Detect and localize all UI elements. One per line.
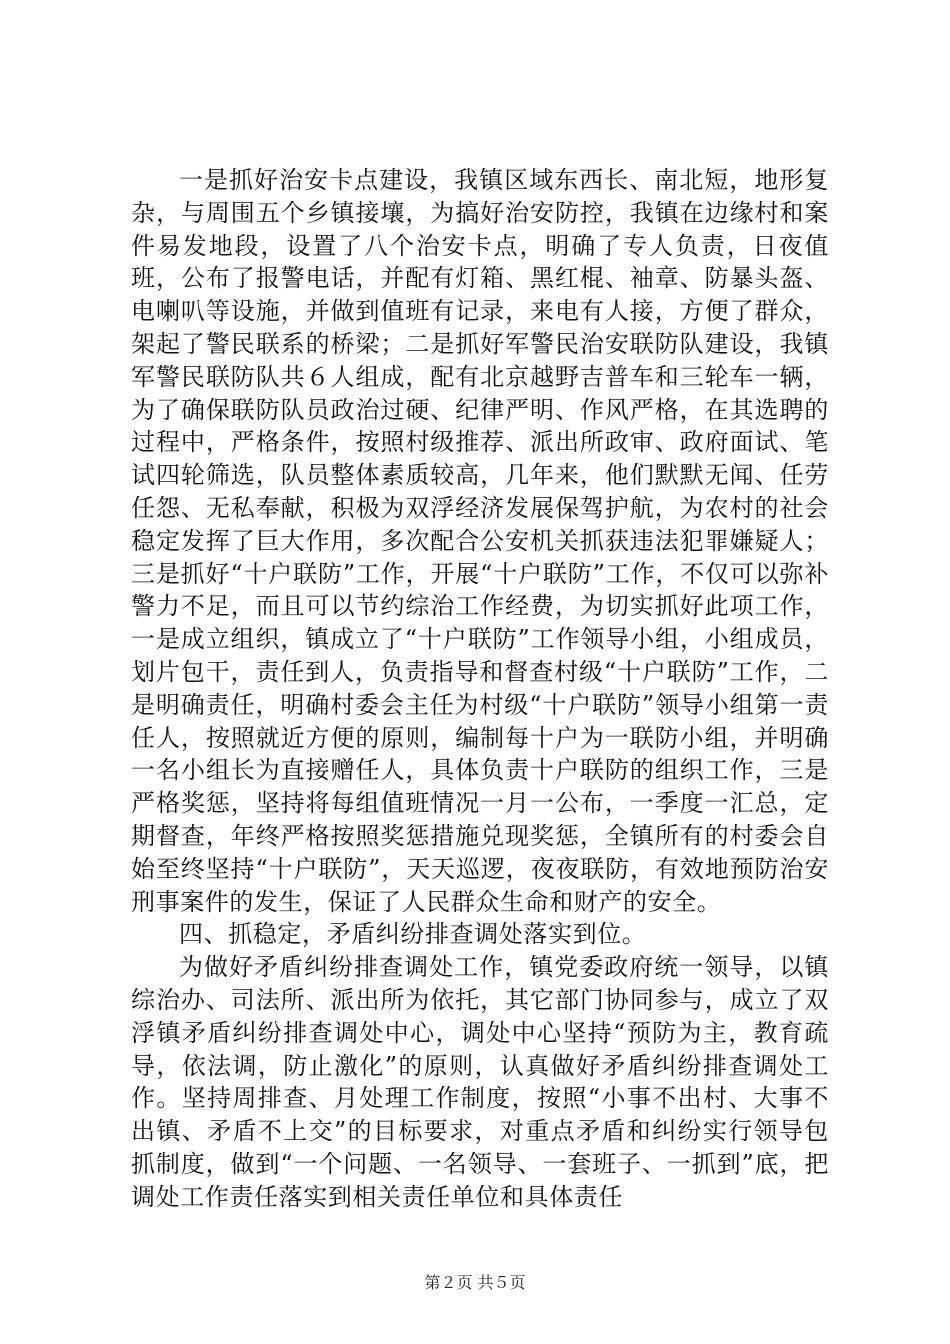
- paragraph-dispute-mediation: 为做好矛盾纠纷排查调处工作，镇党委政府统一领导，以镇综治办、司法所、派出所为依托，其它部门协同参与，成立了双浮镇矛盾纠纷排查调处中心，调处中心坚持“预防为主，教育疏导，依法调，防止激化”的原则，认真做好矛盾纠纷排查调处工作。坚持周排查、月处理工作制度，按照“小事不出村、大事不出镇、矛盾不上交”的目标要求，对重点矛盾和纠纷实行领导包抓制度，做到“一个问题、一名领导、一套班子、一抓到”底，把调处工作责任落实到相关责任单位和具体责任: [131, 953, 829, 1211]
- paragraph-section-four-heading: 四、抓稳定，矛盾纠纷排查调处落实到位。: [179, 920, 647, 949]
- paragraph-security-checkpoints: 一是抓好治安卡点建设，我镇区域东西长、南北短，地形复杂，与周围五个乡镇接壤，为搞好治安防控，我镇在边缘村和案件易发地段，设置了八个治安卡点，明确了专人负责，日夜值班，公布了报警电话，并配有灯箱、黑红棍、袖章、防暴头盔、电喇叭等设施，并做到值班有记录，来电有人接，方便了群众，架起了警民联系的桥梁；二是抓好军警民治安联防队建设，我镇军警民联防队共６人组成，配有北京越野吉普车和三轮车一辆，为了确保联防队员政治过硬、纪律严明、作风严格，在其选聘的过程中，严格条件，按照村级推荐、派出所政审、政府面试、笔试四轮筛选，队员整体素质较高，几年来，他们默默无闻、任劳任怨、无私奉献，积极为双浮经济发展保驾护航，为农村的社会稳定发挥了巨大作用，多次配合公安机关抓获违法犯罪嫌疑人；三是抓好“十户联防”工作，开展“十户联防”工作，不仅可以弥补警力不足，而且可以节约综治工作经费，为切实抓好此项工作，一是成立组织，镇成立了“十户联防”工作领导小组，小组成员，划片包干，责任到人，负责指导和督查村级“十户联防”工作，二是明确责任，明确村委会主任为村级“十户联防”领导小组第一责任人，按照就近方便的原则，编制每十户为一联防小组，并明确一名小组长为直接赠任人，具体负责十户联防的组织工作，三是严格奖惩，坚持将每组值班情况一月一公布，一季度一汇总，定期督查，年终严格按照奖惩措施兑现奖惩，全镇所有的村委会自始至终坚持“十户联防”，天天巡逻，夜夜联防，有效地预防治安刑事案件的发生，保证了人民群众生命和财产的安全。: [131, 166, 829, 916]
- page-number-footer: 第２页 共５页: [424, 1273, 526, 1292]
- document-body: [131, 164, 829, 1214]
